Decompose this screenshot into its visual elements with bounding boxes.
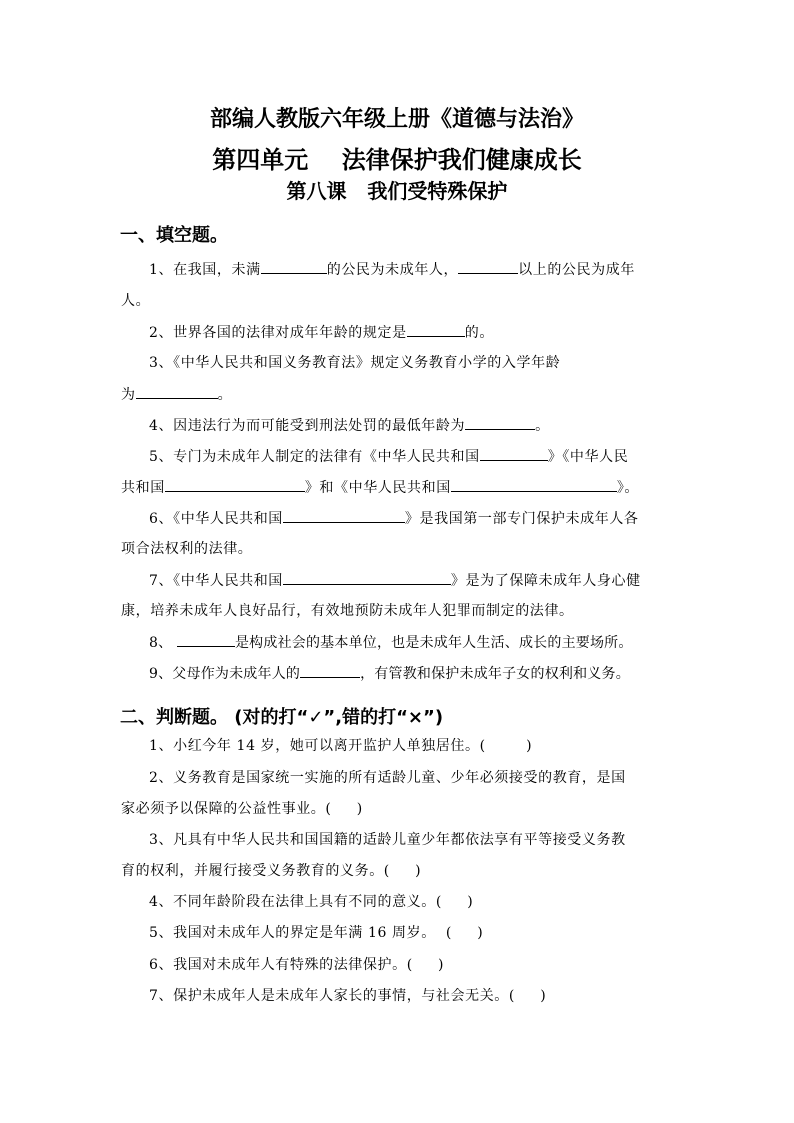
answer-blank[interactable] — [261, 259, 327, 274]
question-5: 5、专门为未成年人制定的法律有《中华人民共和国 》《中华人民 — [149, 446, 673, 467]
answer-blank[interactable] — [283, 570, 451, 585]
answer-blank[interactable] — [451, 477, 617, 492]
question-8: 8、 是构成社会的基本单位，也是未成年人生活、成长的主要场所。 — [149, 632, 673, 653]
question-1: 1、在我国，未满 的公民为未成年人， 以上的公民为成年 — [149, 259, 673, 280]
question-3: 3、《中华人民共和国义务教育法》规定义务教育小学的入学年龄 — [149, 355, 561, 371]
judge-question-3-cont: 育的权利，并履行接受义务教育的义务。( ) — [121, 863, 422, 879]
question-9: 9、父母作为未成年人的 ，有管教和保护未成年子女的权利和义务。 — [149, 663, 673, 684]
question-3-cont: 为 。 — [121, 384, 673, 405]
lesson-title: 第八课 我们受特殊保护 — [286, 179, 508, 203]
judge-question-3: 3、凡具有中华人民共和国国籍的适龄儿童少年都依法享有平等接受义务教 — [149, 832, 626, 848]
judge-question-6: 6、我国对未成年人有特殊的法律保护。( ) — [149, 957, 445, 973]
question-6-cont: 项合法权利的法律。 — [121, 541, 253, 557]
answer-blank[interactable] — [165, 477, 305, 492]
answer-blank[interactable] — [177, 632, 235, 647]
judge-question-1: 1、小红今年 14 岁，她可以离开监护人单独居住。( ) — [149, 738, 533, 754]
judge-question-2: 2、义务教育是国家统一实施的所有适龄儿童、少年必须接受的教育，是国 — [149, 770, 626, 786]
answer-blank[interactable] — [136, 384, 218, 399]
section-true-false-heading: 二、判断题。 (对的打“✓”,错的打“×”) — [120, 707, 444, 728]
answer-blank[interactable] — [300, 663, 360, 678]
judge-question-4: 4、不同年龄阶段在法律上具有不同的意义。( ) — [149, 894, 474, 910]
unit-title: 第四单元 法律保护我们健康成长 — [212, 146, 582, 174]
answer-blank[interactable] — [458, 259, 518, 274]
book-title: 部编人教版六年级上册《道德与法治》 — [209, 107, 584, 132]
judge-question-5: 5、我国对未成年人的界定是年满 16 周岁。 ( ) — [149, 925, 484, 941]
question-1-cont: 人。 — [121, 293, 151, 309]
answer-blank[interactable] — [480, 446, 548, 461]
question-6: 6、《中华人民共和国 》是我国第一部专门保护未成年人各 — [149, 508, 673, 529]
judge-question-2-cont: 家必须予以保障的公益性事业。( ) — [121, 801, 363, 817]
answer-blank[interactable] — [283, 508, 405, 523]
judge-question-7: 7、保护未成年人是未成年人家长的事情，与社会无关。( ) — [149, 988, 547, 1004]
question-7: 7、《中华人民共和国 》是为了保障未成年人身心健 — [149, 570, 673, 591]
answer-blank[interactable] — [407, 322, 465, 337]
question-5-cont: 共和国 》和《中华人民共和国 》。 — [121, 477, 673, 498]
question-2: 2、世界各国的法律对成年年龄的规定是 的。 — [149, 322, 673, 343]
question-7-cont: 康，培养未成年人良好品行，有效地预防未成年人犯罪而制定的法律。 — [121, 603, 574, 619]
section-fill-in-heading: 一、填空题。 — [120, 225, 228, 246]
answer-blank[interactable] — [465, 415, 535, 430]
question-4: 4、因违法行为而可能受到刑法处罚的最低年龄为 。 — [149, 415, 673, 436]
